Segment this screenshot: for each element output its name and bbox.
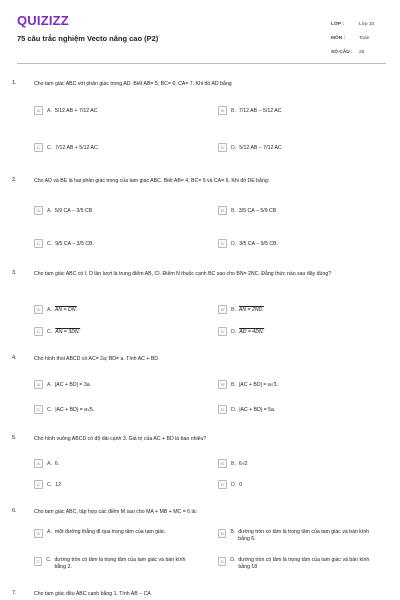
option-letter: D. <box>231 406 237 413</box>
option-letter: B. <box>231 107 236 114</box>
question-7 <box>12 590 390 600</box>
option-box[interactable]: B <box>218 305 227 314</box>
option-box[interactable]: D <box>218 557 226 566</box>
question-text: Cho AD và BE là hai phân giác trong của tam giác ABC. Biết AB= 4, BC= 5 và CA= 6. Khi đó DE bằng: <box>34 178 270 184</box>
option-c[interactable] <box>34 143 99 152</box>
option-box[interactable]: C <box>34 239 43 248</box>
option-text: đường tròn có tâm là trọng tâm của tam giác và bán kính bằng 2. <box>54 557 186 570</box>
question-3 <box>12 270 390 340</box>
option-letter: A. <box>47 207 52 214</box>
option-text: 5/9 CA − 3/5 CB <box>54 207 93 214</box>
question-text: Cho tam giác ABC với phân giác trong AD. Biết AB= 5; BC= 6; CA= 7. Khi đó AD bằng <box>34 81 232 87</box>
meta-panel <box>331 17 386 59</box>
option-box[interactable]: A <box>34 380 43 389</box>
option-letter: C. <box>46 557 52 563</box>
quizizz-logo: QUIZIZZ <box>17 13 69 28</box>
option-box[interactable]: C <box>34 480 43 489</box>
question-number: 1. <box>12 80 17 86</box>
option-text: 6√2 <box>238 460 248 467</box>
question-1 <box>12 80 390 160</box>
question-number: 6. <box>12 508 17 514</box>
option-box[interactable]: B <box>218 380 227 389</box>
option-letter: D. <box>230 557 236 563</box>
option-box[interactable]: D <box>218 239 227 248</box>
option-text: AN = 3DN. <box>55 328 81 335</box>
option-box[interactable]: C <box>34 143 43 152</box>
question-4 <box>12 355 390 420</box>
option-box[interactable]: A <box>34 529 43 538</box>
option-letter: C. <box>47 328 53 335</box>
question-number: 5. <box>12 435 17 441</box>
option-text: |AC + BD| = a√3. <box>238 381 278 388</box>
option-letter: D. <box>231 240 237 247</box>
question-number: 2. <box>12 177 17 183</box>
option-text: 6. <box>54 460 60 467</box>
option-letter: D. <box>231 328 237 335</box>
meta-key: MÔN : <box>331 35 346 41</box>
option-box[interactable]: C <box>34 557 42 566</box>
option-d[interactable] <box>218 557 373 571</box>
option-box[interactable]: D <box>218 480 227 489</box>
option-text: đường tròn có tâm là trọng tâm của tam giác và bán kính bằng 6. <box>238 529 370 542</box>
option-box[interactable]: A <box>34 106 43 115</box>
question-2 <box>12 177 390 257</box>
option-text: AN = DN. <box>54 306 77 313</box>
option-letter: B. <box>230 529 236 535</box>
meta-value: Toán <box>359 35 370 41</box>
option-a[interactable] <box>34 380 91 389</box>
question-text: Cho tam giác đều ABC cạnh bằng 1. Tính AB − CA <box>34 591 151 597</box>
option-text: 7/12 AB + 5/12 AC. <box>55 144 100 151</box>
option-text: đường tròn có tâm là trọng tâm của tam giác và bán kính bằng 18 <box>238 557 370 570</box>
option-box[interactable]: C <box>34 327 43 336</box>
option-letter: D. <box>231 144 237 151</box>
meta-key: SỐ CÂU : <box>331 49 353 55</box>
option-c[interactable] <box>34 480 61 489</box>
option-box[interactable]: A <box>34 206 43 215</box>
option-letter: A. <box>47 306 52 313</box>
option-b[interactable] <box>218 305 264 314</box>
option-d[interactable] <box>218 143 282 152</box>
meta-class-row <box>331 17 386 31</box>
question-5 <box>12 435 390 495</box>
option-a[interactable] <box>34 106 97 115</box>
option-c[interactable] <box>34 405 94 414</box>
option-box[interactable]: B <box>218 529 226 538</box>
option-text: 5/12 AB + 7/12 AC <box>54 107 98 114</box>
option-text: 12 <box>55 481 61 488</box>
option-letter: B. <box>231 306 236 313</box>
question-text: Cho tam giác ABC, tập hợp các điểm M sao cho MA + MB + MC = 6 là: <box>34 509 197 515</box>
option-text: AN = 2ND. <box>238 306 264 313</box>
option-text: |AC + BD| = a√5. <box>55 406 95 413</box>
option-letter: B. <box>231 381 236 388</box>
option-box[interactable]: B <box>218 459 227 468</box>
question-6 <box>12 508 390 583</box>
option-text: 5/12 AB − 7/12 AC <box>239 144 282 151</box>
option-a[interactable] <box>34 529 189 538</box>
option-letter: B. <box>231 460 236 467</box>
option-box[interactable]: D <box>218 143 227 152</box>
option-c[interactable] <box>34 557 189 571</box>
question-number: 4. <box>12 355 17 361</box>
option-text: 7/12 AB − 5/12 AC <box>238 107 282 114</box>
option-b[interactable] <box>218 529 373 543</box>
option-box[interactable]: A <box>34 459 43 468</box>
option-letter: C. <box>47 144 53 151</box>
option-box[interactable]: D <box>218 327 227 336</box>
option-box[interactable]: D <box>218 405 227 414</box>
option-b[interactable] <box>218 106 281 115</box>
option-a[interactable] <box>34 206 92 215</box>
option-b[interactable] <box>218 459 248 468</box>
option-b[interactable] <box>218 206 276 215</box>
option-c[interactable] <box>34 327 80 336</box>
option-letter: C. <box>47 481 53 488</box>
option-box[interactable]: C <box>34 405 43 414</box>
option-d[interactable] <box>218 405 275 414</box>
question-text: Cho tam giác ABC có I, D lần lượt là trung điểm AB, CI. Điểm N thuộc cạnh BC sao cho BN= 2NC. Đẳng thức nào sau đây đúng? <box>34 271 332 277</box>
option-d[interactable] <box>218 480 242 489</box>
meta-subject-row <box>331 31 386 45</box>
question-text: Cho hình vuông ABCD có độ dài cạnh 3. Giá trị của AC + BD là bao nhiêu? <box>34 436 207 442</box>
option-text: AD = 4DN. <box>239 328 265 335</box>
option-letter: A. <box>47 460 52 467</box>
header-divider <box>17 63 386 64</box>
option-c[interactable] <box>34 239 94 248</box>
option-text: 3/5 CA − 5/9 CB <box>238 207 277 214</box>
option-letter: C. <box>47 406 53 413</box>
option-box[interactable]: B <box>218 206 227 215</box>
question-number: 7. <box>12 590 17 596</box>
option-text: |AC + BD| = 3a. <box>54 381 92 388</box>
meta-value: Lớp 10 <box>359 21 375 27</box>
option-box[interactable]: B <box>218 106 227 115</box>
option-text: 3/5 CA − 9/5 CB. <box>239 240 278 247</box>
option-text: |AC + BD| = 5a. <box>239 406 276 413</box>
option-d[interactable] <box>218 239 278 248</box>
meta-key: LỚP : <box>331 21 345 27</box>
option-text: 0 <box>239 481 243 488</box>
page-title: 75 câu trắc nghiệm Vecto nâng cao (P2) <box>17 34 159 43</box>
option-letter: A. <box>47 107 52 114</box>
option-text: 9/5 CA − 3/5 CB. <box>55 240 94 247</box>
option-letter: D. <box>231 481 237 488</box>
question-text: Cho hình thoi ABCD có AC= 2a; BD= a. Tính AC + BD <box>34 356 159 362</box>
option-a[interactable] <box>34 305 77 314</box>
option-letter: A. <box>47 529 52 535</box>
option-a[interactable] <box>34 459 59 468</box>
option-d[interactable] <box>218 327 264 336</box>
meta-count-row <box>331 45 386 59</box>
option-text: một đường thẳng đi qua trọng tâm của tam giác. <box>54 529 167 535</box>
option-letter: C. <box>47 240 53 247</box>
option-box[interactable]: A <box>34 305 43 314</box>
option-b[interactable] <box>218 380 278 389</box>
option-letter: A. <box>47 381 52 388</box>
option-letter: B. <box>231 207 236 214</box>
meta-value: 25 <box>359 49 365 55</box>
question-number: 3. <box>12 270 17 276</box>
